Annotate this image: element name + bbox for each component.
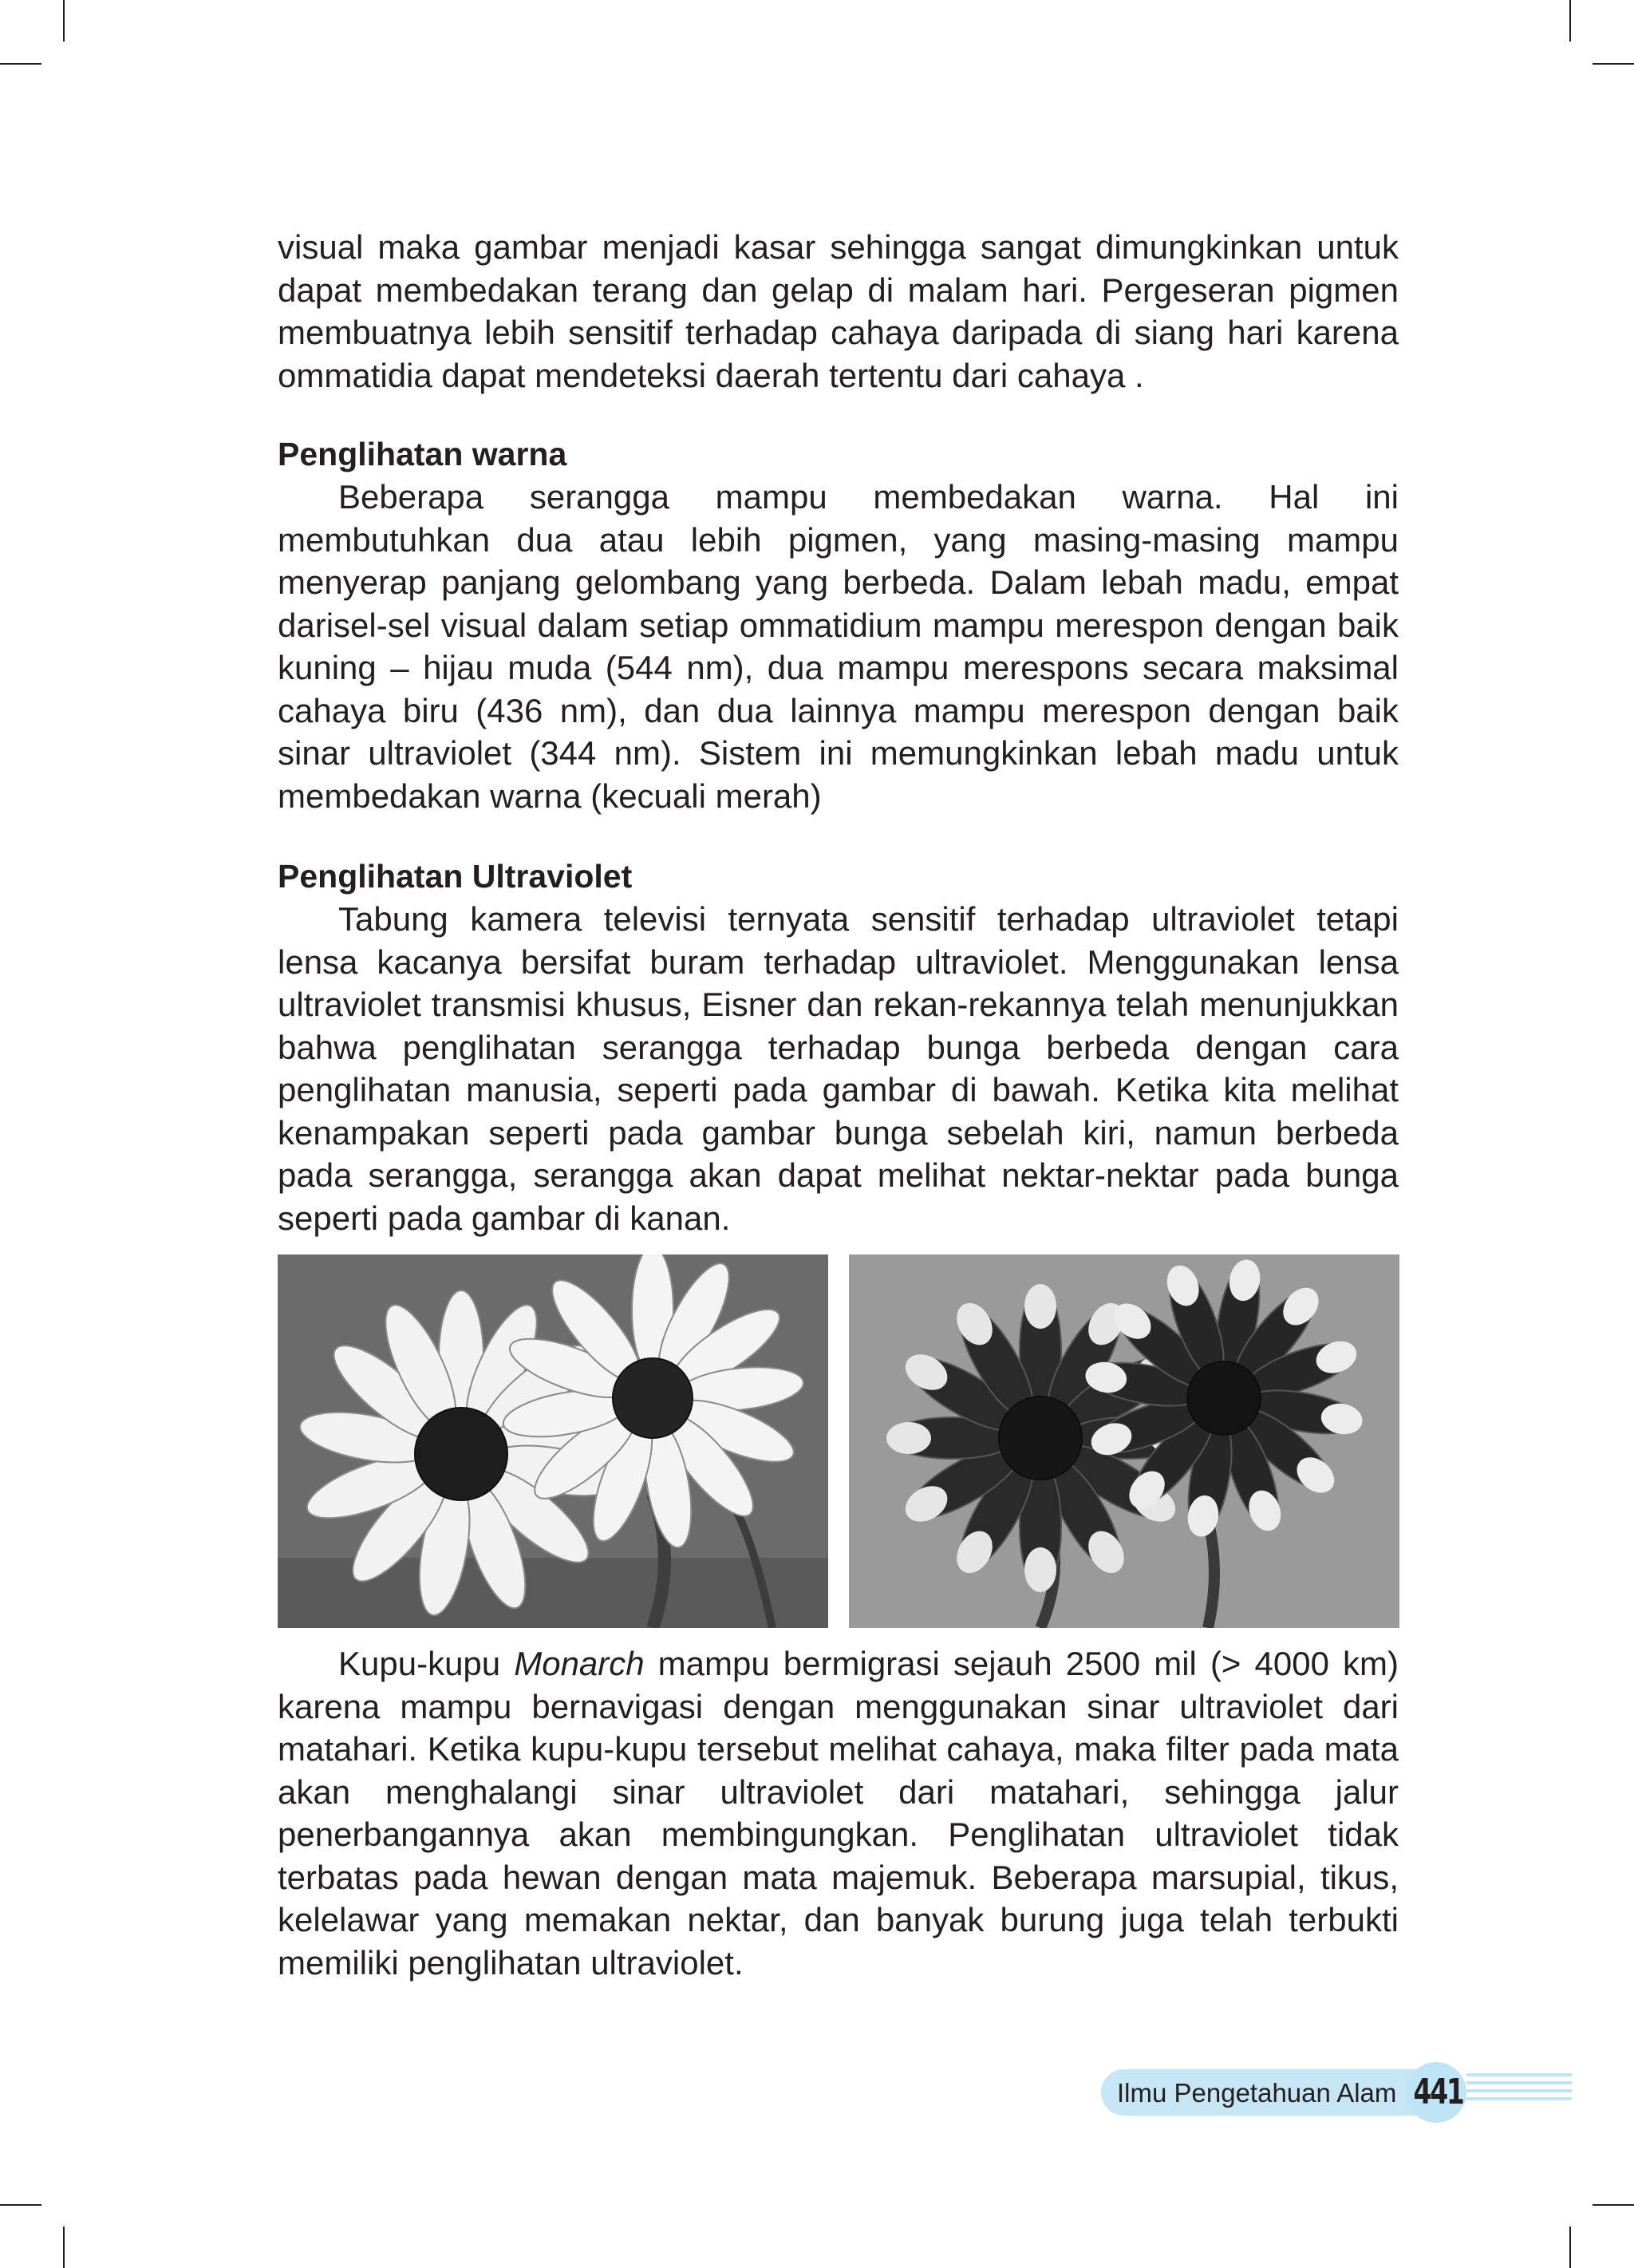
flower-photo-ultraviolet-view (849, 1255, 1399, 1628)
color-vision-paragraph: Beberapa serangga mampu membedakan warna. Hal ini membutuhkan dua atau lebih pigmen, yang masing-masing mampu menyerap panjang gelombang yang berbeda. Dalam lebah madu, empat darisel-sel visual dalam setiap ommatidium mampu merespon dengan baik kuning – hijau muda (544 nm), dua mampu merespons secara maksimal cahaya biru (436 nm), dan dua lainnya mampu merespon dengan baik sinar ultraviolet (344 nm). Sistem ini memungkinkan lebah madu untuk membedakan warna (kecuali merah) (278, 478, 1399, 815)
crop-mark-bottom-left-h (0, 2204, 41, 2206)
uv-vision-paragraph: Tabung kamera televisi ternyata sensitif terhadap ultraviolet tetapi lensa kacanya bersifat buram terhadap ultraviolet. Menggunakan lensa ultraviolet transmisi khusus, Eisner dan rekan-rekannya telah menunjukkan bahwa penglihatan serangga terhadap bunga berbeda dengan cara penglihatan manusia, seperti pada gambar di bawah. Ketika kita melihat kenampakan seperti pada gambar bunga sebelah kiri, namun berbeda pada serangga, serangga akan dapat melihat nektar-nektar pada bunga seperti pada gambar di kanan. (278, 900, 1399, 1237)
monarch-paragraph (278, 1642, 1399, 1984)
footer-stripe-1 (1466, 2073, 1572, 2076)
footer-book-title: Ilmu Pengetahuan Alam (1101, 2069, 1427, 2116)
crop-mark-top-right-h (1593, 63, 1634, 65)
monarch-species: Monarch (514, 1645, 645, 1682)
footer-stripe-2 (1466, 2081, 1572, 2084)
crop-mark-bottom-right-h (1593, 2204, 1634, 2206)
footer-stripe-4 (1466, 2097, 1572, 2100)
monarch-prefix: Kupu-kupu (338, 1645, 515, 1682)
crop-mark-top-left-v (63, 0, 65, 41)
footer-stripe-3 (1466, 2089, 1572, 2092)
crop-mark-bottom-left-v (63, 2227, 65, 2268)
crop-mark-top-left-h (0, 63, 41, 65)
heading-color-vision: Penglihatan warna (278, 436, 567, 472)
monarch-rest: mampu bermigrasi sejauh 2500 mil (> 4000 km) karena mampu bernavigasi dengan menggunakan sinar ultraviolet dari matahari. Ketika kupu-kupu tersebut melihat cahaya, maka filter pada mata akan menghalangi sinar ultraviolet dari matahari, sehingga jalur penerbangannya akan membingungkan. Penglihatan ultraviolet tidak terbatas pada hewan dengan mata majemuk. Beberapa marsupial, tikus, kelelawar yang memakan nektar, dan banyak burung juga telah terbukti memiliki penglihatan ultraviolet. (278, 1645, 1399, 1982)
crop-mark-top-right-v (1569, 0, 1571, 41)
intro-paragraph: visual maka gambar menjadi kasar sehingga sangat dimungkinkan untuk dapat membedakan terang dan gelap di malam hari. Pergeseran pigmen membuatnya lebih sensitif terhadap cahaya daripada di siang hari karena ommatidia dapat mendeteksi daerah tertentu dari cahaya . (278, 228, 1399, 394)
flower-photo-human-view (278, 1255, 828, 1628)
heading-uv-vision: Penglihatan Ultraviolet (278, 858, 633, 895)
page-number: 441 (1413, 2072, 1463, 2112)
crop-mark-bottom-right-v (1569, 2227, 1571, 2268)
